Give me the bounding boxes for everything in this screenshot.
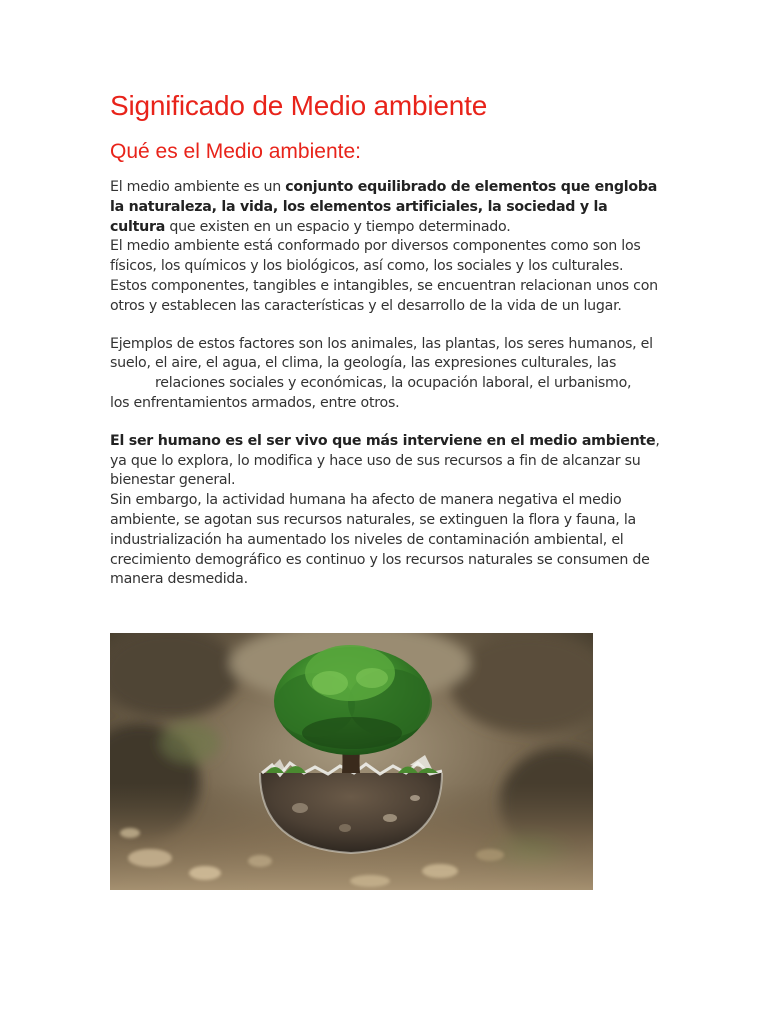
paragraph-definition-bold: conjunto equilibrado de elementos que engloba la naturaleza, la vida, los elementos artificiales, la sociedad y la cultura <box>110 179 658 235</box>
paragraph-human-impact <box>110 432 662 491</box>
paragraph-examples-line3: los enfrentamientos armados, entre otros. <box>110 394 400 411</box>
paragraph-examples-line1: Ejemplos de estos factores son los animales, las plantas, los seres humanos, el suelo, el aire, el agua, el clima, la geología, las expresiones culturales, las <box>110 335 653 372</box>
paragraph-human-impact-tail: , ya que lo explora, lo modifica y hace uso de sus recursos a fin de alcanzar su bienestar general. <box>110 432 660 489</box>
section-subtitle: Qué es el Medio ambiente: <box>110 140 361 163</box>
paragraph-negative-effects: Sin embargo, la actividad humana ha afecto de manera negativa el medio ambiente, se agotan sus recursos naturales, se extinguen la flora y fauna, la industrialización ha aumentado los niveles de contaminación ambiental, el crecimiento demográfico es continuo y los recursos naturales se consumen de manera desmedida. <box>110 492 650 588</box>
paragraph-definition-tail: que existen en un espacio y tiempo determinado. <box>165 218 511 235</box>
tree-globe-photo <box>110 633 593 890</box>
page-title: Significado de Medio ambiente <box>110 90 488 121</box>
document-body <box>110 88 662 590</box>
paragraph-definition <box>110 178 662 237</box>
paragraph-examples <box>110 335 662 414</box>
paragraph-human-impact-bold: El ser humano es el ser vivo que más interviene en el medio ambiente <box>110 432 656 449</box>
paragraph-definition-lead: El medio ambiente es un <box>110 179 286 195</box>
paragraph-examples-line2: relaciones sociales y económicas, la ocupación laboral, el urbanismo, <box>155 375 632 392</box>
paragraph-components: El medio ambiente está conformado por diversos componentes como son los físicos, los químicos y los biológicos, así como, los sociales y los culturales. Estos componentes, tangibles e intangibles, se encuentran relacionan unos con otros y establecen las características y el desarrollo de la vida de un lugar. <box>110 238 658 314</box>
